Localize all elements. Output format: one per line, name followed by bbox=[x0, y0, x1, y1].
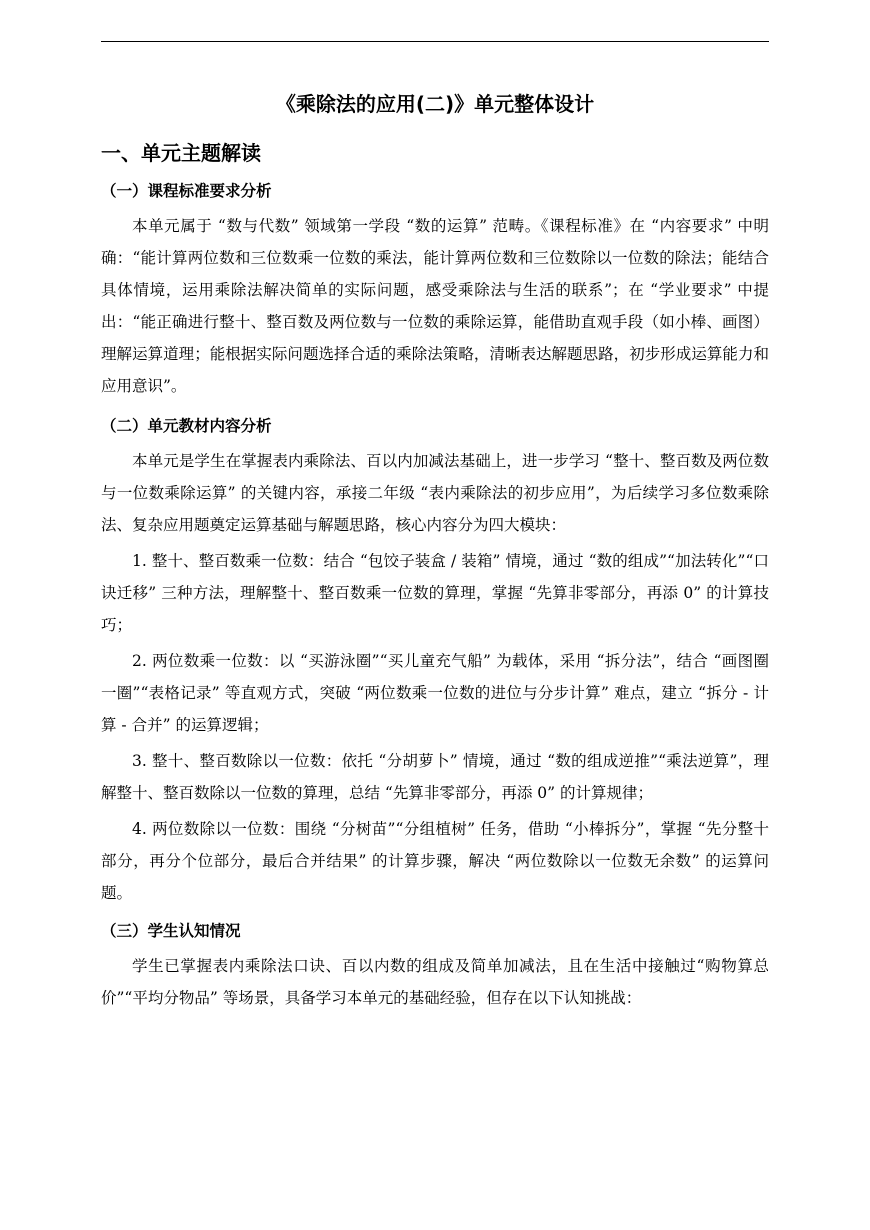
subsection-heading-textbook-analysis: （二）单元教材内容分析 bbox=[101, 417, 272, 435]
paragraph-student-cognition: 学生已掌握表内乘除法口诀、百以内数的组成及简单加减法，且在生活中接触过“购物算总价”“平均分物品” 等场景，具备学习本单元的基础经验，但存在以下认知挑战： bbox=[101, 957, 769, 1007]
list-item-module-4: 4. 两位数除以一位数：围绕 “分树苗”“分组植树” 任务，借助 “小棒拆分”，掌握 “先分整十部分，再分个位部分，最后合并结果” 的计算步骤，解决 “两位数除以一位数无余数” 的运算问题。 bbox=[101, 820, 769, 902]
document-body bbox=[101, 76, 769, 1014]
list-item-module-2: 2. 两位数乘一位数：以 “买游泳圈”“买儿童充气船” 为载体，采用 “拆分法”，结合 “画图圈一圈”“表格记录” 等直观方式，突破 “两位数乘一位数的进位与分步计算” 难点，建立 “拆分 - 计算 - 合并” 的运算逻辑； bbox=[101, 652, 769, 734]
list-item-module-3: 3. 整十、整百数除以一位数：依托 “分胡萝卜” 情境，通过 “数的组成逆推”“乘法逆算”，理解整十、整百数除以一位数的算理，总结 “先算非零部分，再添 0” 的计算规律； bbox=[101, 752, 769, 802]
paragraph-curriculum-standards: 本单元属于 “数与代数” 领域第一学段 “数的运算” 范畴。《课程标准》在 “内容要求” 中明确：“能计算两位数和三位数乘一位数的乘法，能计算两位数和三位数除以一位数的除法；能结合具体情境，运用乘除法解决简单的实际问题，感受乘除法与生活的联系”；在 “学业要求” 中提出：“能正确进行整十、整百数及两位数与一位数的乘除运算，能借助直观手段（如小棒、画图）理解运算道理；能根据实际问题选择合适的乘除法策略，清晰表达解题思路，初步形成运算能力和应用意识”。 bbox=[101, 217, 769, 395]
paragraph-textbook-intro: 本单元是学生在掌握表内乘除法、百以内加减法基础上，进一步学习 “整十、整百数及两位数与一位数乘除运算” 的关键内容，承接二年级 “表内乘除法的初步应用”，为后续学习多位数乘除法、复杂应用题奠定运算基础与解题思路，核心内容分为四大模块： bbox=[101, 452, 769, 534]
list-item-module-1: 1. 整十、整百数乘一位数：结合 “包饺子装盒 / 装箱” 情境，通过 “数的组成”“加法转化”“口诀迁移” 三种方法，理解整十、整百数乘一位数的算理，掌握 “先算非零部分，再添 0” 的计算技巧； bbox=[101, 552, 769, 634]
section-heading-unit-theme: 一、单元主题解读 bbox=[101, 141, 261, 165]
subsection-heading-student-cognition: （三）学生认知情况 bbox=[101, 922, 241, 940]
header-rule bbox=[101, 41, 769, 42]
document-title: 《乘除法的应用(二)》单元整体设计 bbox=[275, 92, 595, 116]
subsection-heading-curriculum-standards: （一）课程标准要求分析 bbox=[101, 182, 272, 200]
